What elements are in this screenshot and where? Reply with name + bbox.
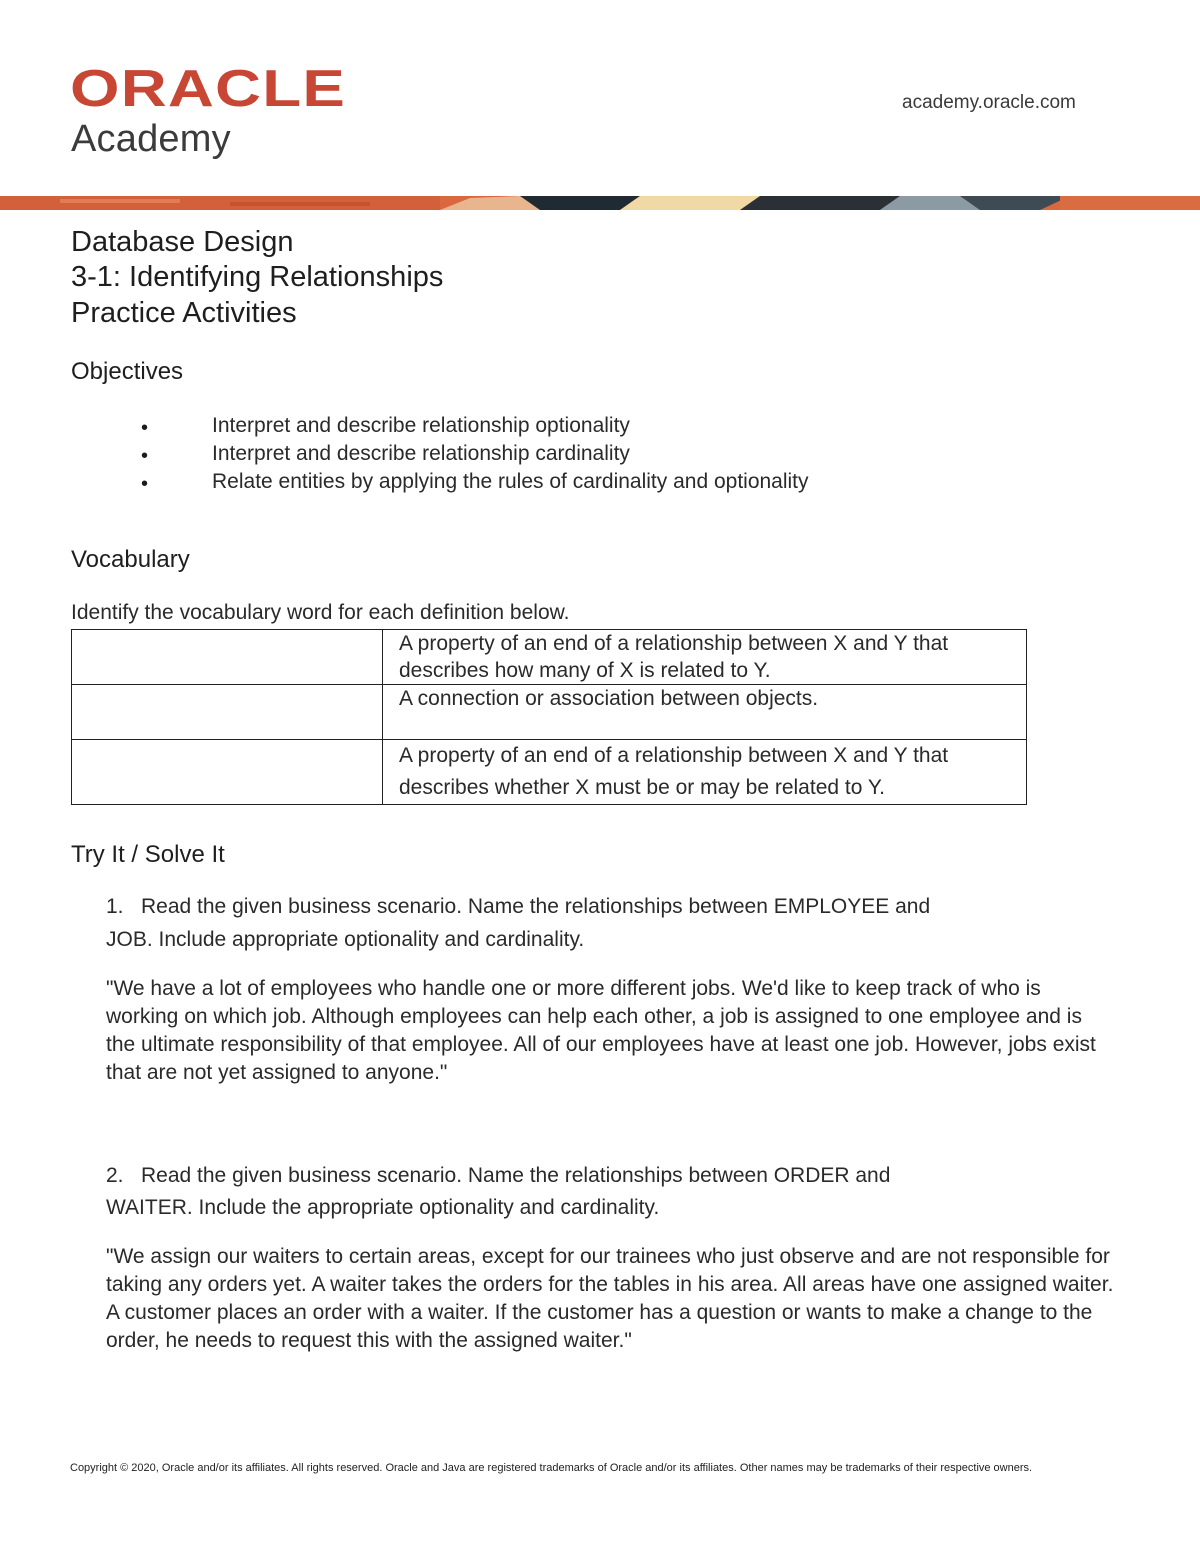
table-row [72,685,1027,740]
vocabulary-table [71,629,1027,805]
copyright-notice: Copyright © 2020, Oracle and/or its affiliates. All rights reserved. Oracle and Java are registered trademarks of Oracle and/or its affiliates. Other names may be trademarks of their respective owners. [70,1462,1033,1474]
vocab-definition: A property of an end of a relationship between X and Y that describes whether X must be or may be related to Y. [383,740,1027,805]
bullet-icon: • [141,445,149,467]
vocab-definition: A connection or association between objects. [383,685,1027,740]
vocab-answer-input[interactable] [72,630,380,680]
vocab-answer-cell[interactable] [72,740,383,805]
table-row [72,740,1027,805]
course-title: Database Design [71,226,294,258]
header-banner [0,194,1200,212]
question-number: 1. [106,895,124,918]
vocab-answer-cell[interactable] [72,685,383,740]
objective-item: Interpret and describe relationship optionality [212,414,630,437]
question-prompt: Read the given business scenario. Name the relationships between EMPLOYEE and [141,895,931,918]
question-prompt-continued: JOB. Include appropriate optionality and cardinality. [106,928,585,951]
vocabulary-heading: Vocabulary [71,546,190,573]
objective-item: Relate entities by applying the rules of cardinality and optionality [212,470,809,493]
oracle-logo [70,62,350,122]
bullet-icon: • [141,473,149,495]
vocab-definition: A property of an end of a relationship between X and Y that describes how many of X is related to Y. [383,630,1027,685]
lesson-title: 3-1: Identifying Relationships [71,261,444,293]
vocabulary-instruction: Identify the vocabulary word for each definition below. [71,601,570,624]
bullet-icon: • [141,417,149,439]
business-scenario: "We assign our waiters to certain areas, except for our trainees who just observe and are not responsible for taking any orders yet. A waiter takes the orders for the tables in his area. All areas have one assigned waiter. A customer places an order with a waiter. If the customer has a question or wants to make a change to the order, he needs to request this with the assigned waiter." [106,1245,1114,1352]
vocab-answer-input[interactable] [72,685,380,735]
question-prompt-continued: WAITER. Include the appropriate optionality and cardinality. [106,1196,660,1219]
objective-item: Interpret and describe relationship cardinality [212,442,630,465]
logo-subtitle: Academy [71,118,231,160]
try-it-heading: Try It / Solve It [71,841,225,868]
page-type-title: Practice Activities [71,297,297,329]
business-scenario: "We have a lot of employees who handle one or more different jobs. We'd like to keep track of who is working on which job. Although employees can help each other, a job is assigned to one employee and is the ultimate responsibility of that employee. All of our employees have at least one job. However, jobs exist that are not yet assigned to anyone." [106,977,1096,1084]
vocab-answer-cell[interactable] [72,630,383,685]
logo-wordmark: ORACLE [70,62,346,112]
objectives-heading: Objectives [71,358,184,385]
vocab-answer-input[interactable] [72,740,380,790]
question-prompt: Read the given business scenario. Name the relationships between ORDER and [141,1164,891,1187]
header-url: academy.oracle.com [902,92,1076,113]
table-row [72,630,1027,685]
question-number: 2. [106,1164,124,1187]
